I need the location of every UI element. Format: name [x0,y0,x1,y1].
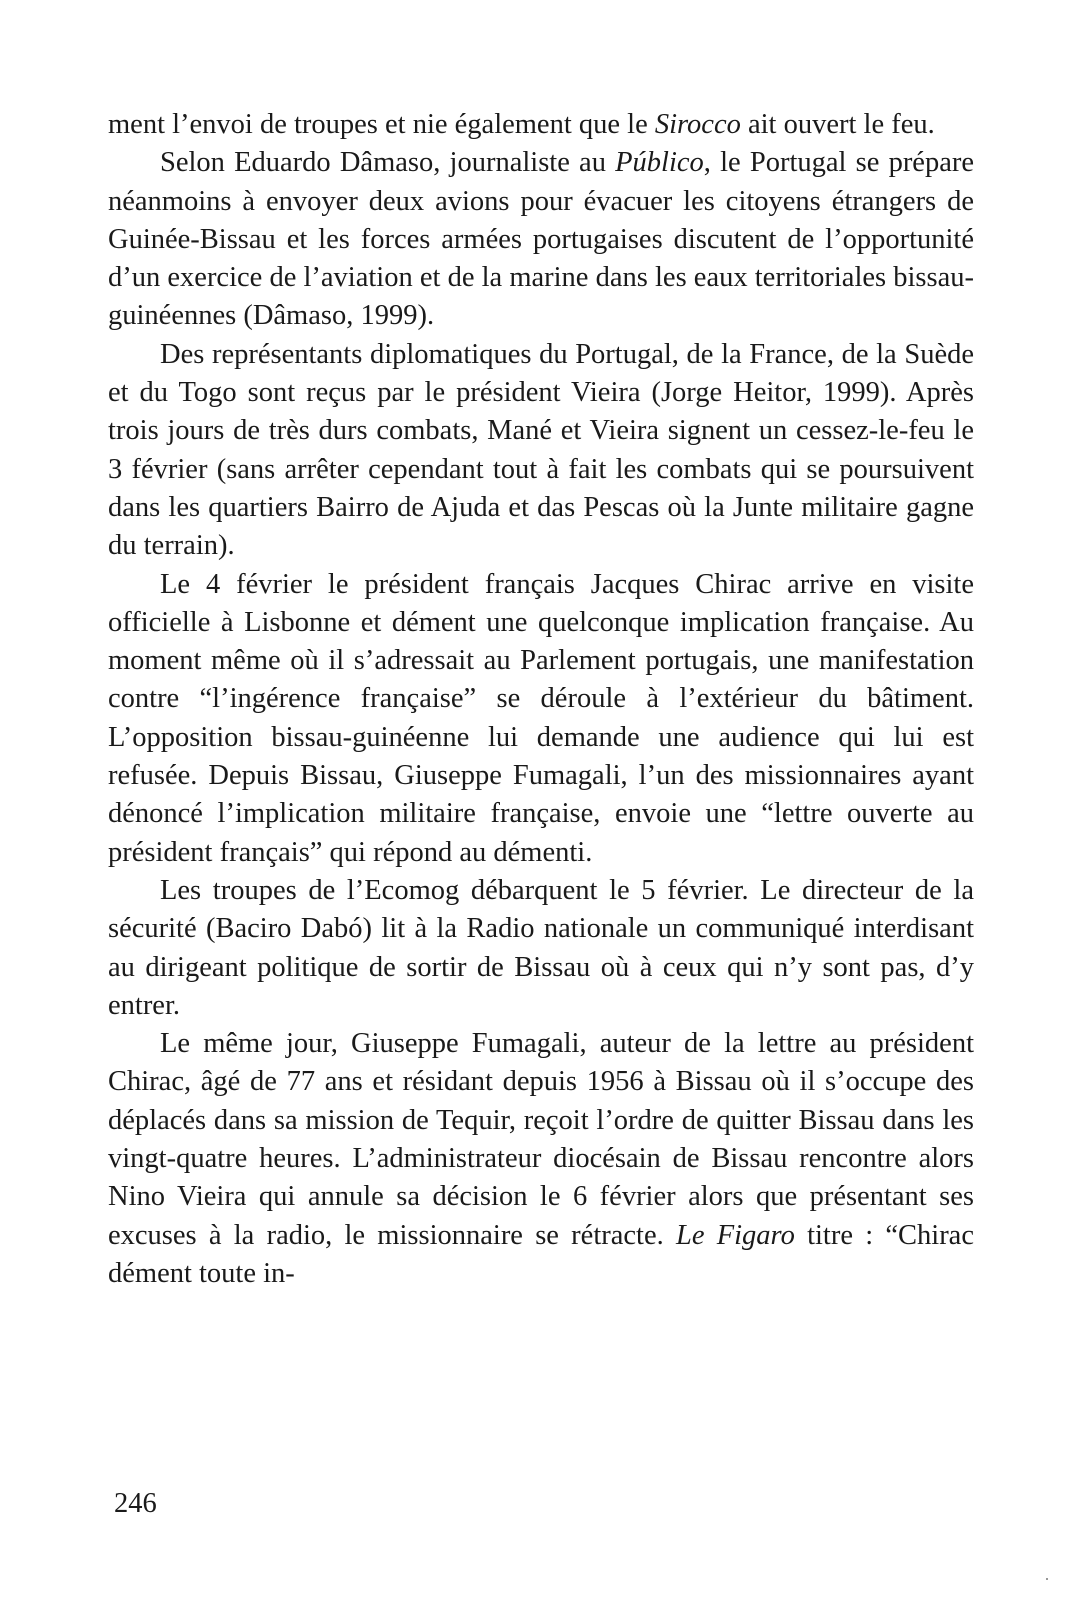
text-segment: Des représentants diplomatiques du Portugal, de la France, de la Suède et du Togo sont reçus par le président Vieira (Jorge Heitor, 1999). Après trois jours de très durs combats, Mané et Vieira signent un cessez-le-feu le 3 février (sans arrêter cependant tout à fait les combats qui se poursuivent dans les quartiers Bairro de Ajuda et das Pescas où la Junte militaire gagne du terrain). [108,338,974,562]
text-segment: , le Portugal se prépare néanmoins à envoyer deux avions pour évacuer les citoyens étrangers de Guinée-Bissau et les forces armées portugaises discutent de l’opportunité d’un exercice de l’aviation et de la marine dans les eaux territoriales bissau-guinéennes (Dâmaso, 1999). [108,147,974,332]
text-segment: ment l’envoi de troupes et nie également que le [108,109,655,140]
text-segment: Le même jour, Giuseppe Fumagali, auteur de la lettre au président Chirac, âgé de 77 ans et résidant depuis 1956 à Bissau où il s’occupe des déplacés dans sa mission de Tequir, reçoit l’ordre de quitter Bissau dans les vingt-quatre heures. L’administrateur diocésain de Bissau rencontre alors Nino Vieira qui annule sa décision le 6 février alors que présentant ses excuses à la radio, le missionnaire se rétracte. [108,1028,974,1251]
paragraph [108,144,974,335]
paragraph [108,872,974,1025]
page-number: 246 [114,1488,157,1519]
paragraph [108,106,974,144]
body-text [108,106,974,1293]
text-segment: ait ouvert le feu. [740,109,935,140]
italic-title: Le Figaro [675,1219,795,1251]
text-segment: Le 4 février le président français Jacques Chirac arrive en visite officielle à Lisbonne et dément une quelconque implication française. Au moment même où il s’adressait au Parlement portugais, une manifestation contre “l’ingérence française” se déroule à l’extérieur du bâtiment. L’opposition bissau-guinéenne lui demande une audience qui lui est refusée. Depuis Bissau, Giuseppe Fumagali, l’un des missionnaires ayant dénoncé l’implication militaire française, envoie une “lettre ouverte au président français” qui répond au démenti. [108,568,974,868]
scan-speck [1046,1578,1048,1580]
text-segment: titre : “Chirac dément toute in- [108,1219,974,1289]
italic-title: Público [615,147,704,179]
italic-title: Sirocco [654,109,741,140]
paragraph [108,1025,974,1293]
text-segment: Selon Eduardo Dâmaso, journaliste au [160,147,616,179]
text-segment: Les troupes de l’Ecomog débarquent le 5 février. Le directeur de la sécurité (Baciro Dabó) lit à la Radio nationale un communiqué interdisant au dirigeant politique de sortir de Bissau où à ceux qui n’y sont pas, d’y entrer. [108,874,974,1021]
paragraph [108,336,974,566]
paragraph [108,566,974,872]
